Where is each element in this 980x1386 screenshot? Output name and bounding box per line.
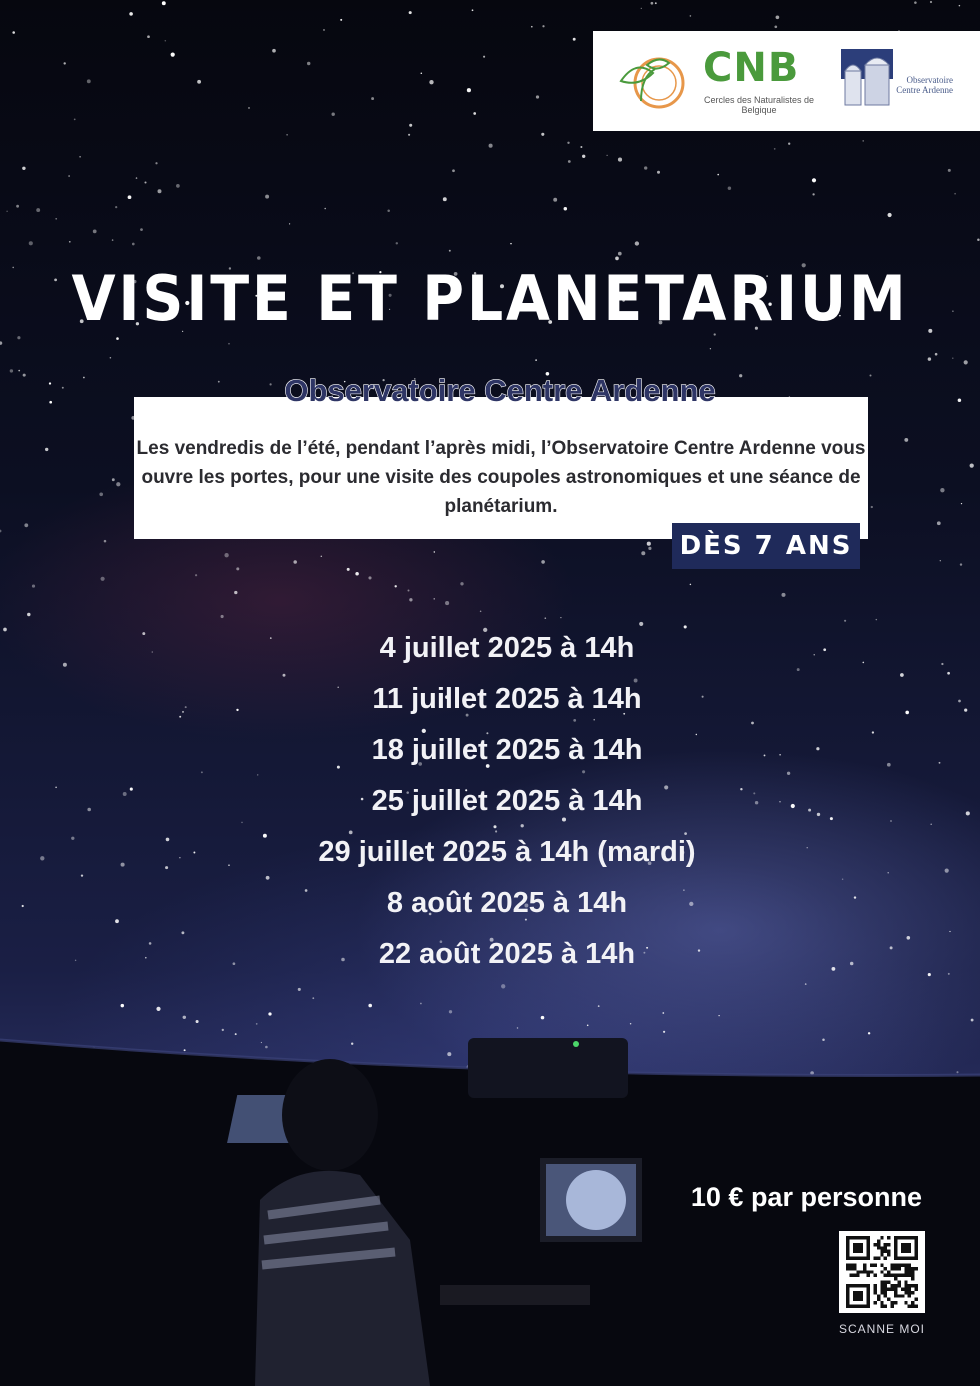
- date-item: 29 juillet 2025 à 14h (mardi): [318, 836, 696, 868]
- cnb-subtitle: Cercles des Naturalistes de Belgique: [703, 95, 815, 115]
- date-list: [0, 623, 980, 980]
- poster-title: VISITE ET PLANETARIUM: [71, 262, 909, 335]
- cnb-leaf-emblem-icon: [611, 51, 689, 115]
- cnb-logo-text: CNB: [703, 45, 800, 91]
- person-head: [282, 1059, 378, 1171]
- observatory-heading: Observatoire Centre Ardenne: [284, 373, 716, 408]
- date-item: 18 juillet 2025 à 14h: [371, 734, 643, 766]
- date-item: 22 août 2025 à 14h: [378, 938, 636, 970]
- date-item: 4 juillet 2025 à 14h: [379, 632, 635, 664]
- qr-code-panel[interactable]: [839, 1231, 925, 1313]
- date-item: 25 juillet 2025 à 14h: [371, 785, 643, 817]
- projector-led: [573, 1041, 579, 1047]
- keyboard: [440, 1285, 590, 1305]
- date-item: 11 juillet 2025 à 14h: [372, 683, 642, 715]
- intro-text: Les vendredis de l’été, pendant l’après midi, l’Observatoire Centre Ardenne vous ouvre les portes, pour une visite des coupoles astronomiques et une séance de planétarium.: [136, 438, 866, 517]
- observatory-logo-text: Observatoire Centre Ardenne: [896, 75, 953, 95]
- partner-logos: [593, 31, 980, 131]
- age-badge: DÈS 7 ANS: [672, 523, 860, 569]
- price-label: 10 € par personne: [690, 1182, 922, 1212]
- observatory-building-icon: [841, 49, 893, 109]
- qr-caption: SCANNE MOI: [838, 1322, 925, 1336]
- qr-code-icon[interactable]: [846, 1236, 918, 1308]
- projector-body: [468, 1038, 628, 1098]
- date-item: 8 août 2025 à 14h: [386, 887, 628, 919]
